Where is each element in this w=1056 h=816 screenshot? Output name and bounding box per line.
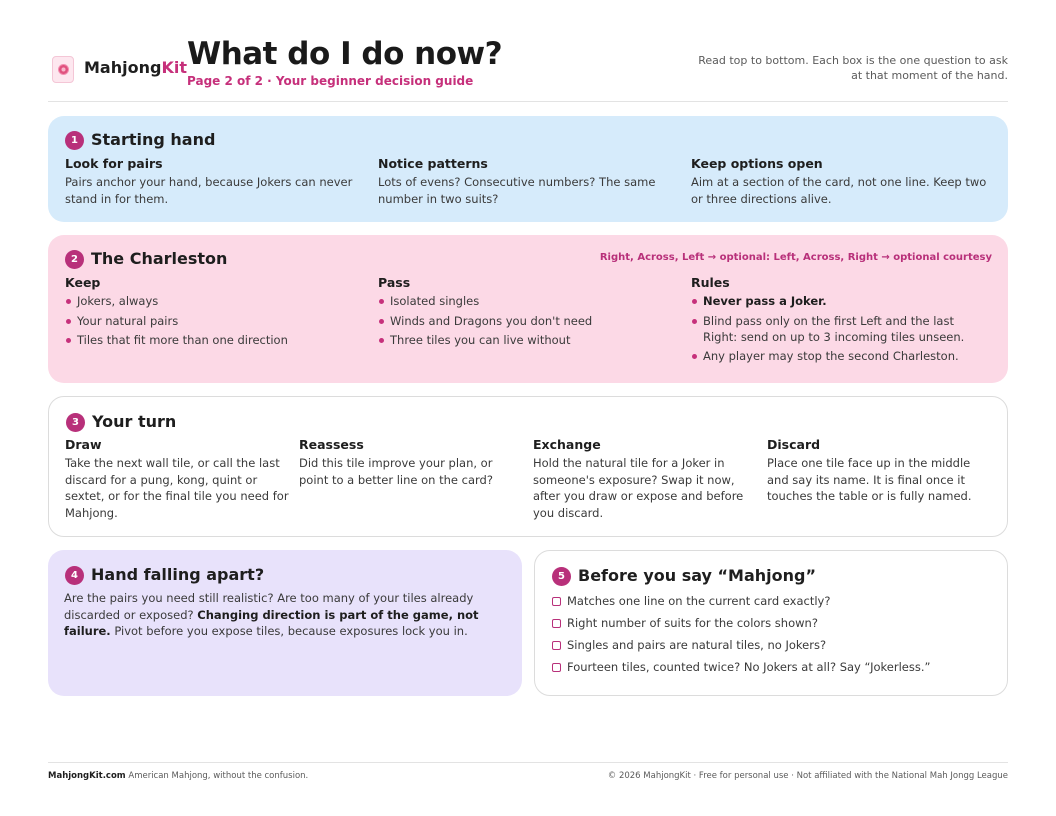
tip-column <box>691 156 991 207</box>
section-hand-falling-apart <box>48 550 522 696</box>
checklist-item: Matches one line on the current card exactly? <box>552 593 992 609</box>
checklist-item: Singles and pairs are natural tiles, no Jokers? <box>552 637 992 653</box>
checklist-item: Fourteen tiles, counted twice? No Jokers at all? Say “Jokerless.” <box>552 659 992 675</box>
step-number-badge: 1 <box>65 131 84 150</box>
tip-text: Aim at a section of the card, not one line. Keep two or three directions alive. <box>691 175 987 206</box>
keep-heading: Keep <box>65 275 101 290</box>
section-title: Starting hand <box>91 130 216 149</box>
section-title: The Charleston <box>91 249 228 268</box>
section-charleston <box>48 235 1008 383</box>
step-column <box>767 437 992 505</box>
rules-column <box>691 275 991 368</box>
tip-column <box>378 156 678 207</box>
step-heading: Exchange <box>533 437 601 452</box>
step-text: Hold the natural tile for a Joker in someone's exposure? Swap it now, after you draw or expose and before you discard. <box>533 456 744 520</box>
keep-column <box>65 275 365 352</box>
step-text: Did this tile improve your plan, or point to a better line on the card? <box>299 456 493 487</box>
tip-heading: Keep options open <box>691 156 823 171</box>
page-subtitle: Page 2 of 2 · Your beginner decision guide <box>187 74 474 88</box>
page-footer <box>48 762 1008 781</box>
rules-list <box>691 293 991 364</box>
step-number-badge: 5 <box>552 567 571 586</box>
checkbox-icon <box>552 641 561 650</box>
list-item: Any player may stop the second Charleston. <box>691 348 991 364</box>
list-item: Jokers, always <box>65 293 365 309</box>
keep-list <box>65 293 365 348</box>
section-text: Are the pairs you need still realistic? Are too many of your tiles already discarded or exposed? Changing direction is part of the game, not failure. Pivot before you expose tiles, because exposures lock you in. <box>64 591 479 638</box>
checklist <box>552 593 992 681</box>
brand-name: MahjongKit <box>84 58 187 77</box>
section-title: Hand falling apart? <box>91 565 265 584</box>
page-title: What do I do now? <box>187 36 503 72</box>
step-column <box>65 437 290 521</box>
checkbox-icon <box>552 597 561 606</box>
tip-column <box>65 156 365 207</box>
charleston-flow: Right, Across, Left → optional: Left, Across, Right → optional courtesy <box>599 252 992 263</box>
section-title: Before you say “Mahjong” <box>578 566 816 585</box>
step-heading: Discard <box>767 437 821 452</box>
mahjongkit-logo-icon <box>52 56 74 83</box>
page-header <box>48 36 1008 102</box>
footer-left: MahjongKit.com American Mahjong, without the confusion. <box>48 771 309 781</box>
list-item: Winds and Dragons you don't need <box>378 313 678 329</box>
list-item: Isolated singles <box>378 293 678 309</box>
step-text: Take the next wall tile, or call the last discard for a pung, kong, quint or sextet, or for the final tile you need for Mahjong. <box>65 456 289 520</box>
step-column <box>533 437 751 521</box>
step-heading: Reassess <box>299 437 364 452</box>
checkbox-icon <box>552 619 561 628</box>
list-item: Tiles that fit more than one direction <box>65 332 365 348</box>
tip-heading: Look for pairs <box>65 156 163 171</box>
section-title: Your turn <box>92 412 177 431</box>
tip-text: Lots of evens? Consecutive numbers? The same number in two suits? <box>378 175 656 206</box>
list-item: Blind pass only on the first Left and the last Right: send on up to 3 incoming tiles unseen. <box>691 313 991 345</box>
step-heading: Draw <box>65 437 102 452</box>
list-item: Your natural pairs <box>65 313 365 329</box>
footer-right: © 2026 MahjongKit · Free for personal use · Not affiliated with the National Mah Jongg League <box>607 771 1008 781</box>
tip-text: Pairs anchor your hand, because Jokers can never stand in for them. <box>65 175 353 206</box>
step-column <box>299 437 524 488</box>
section-your-turn <box>48 396 1008 537</box>
section-before-mahjong <box>534 550 1008 696</box>
step-text: Place one tile face up in the middle and say its name. It is final once it touches the table or is fully named. <box>767 456 972 503</box>
checkbox-icon <box>552 663 561 672</box>
header-note: Read top to bottom. Each box is the one question to ask at that moment of the hand. <box>698 54 1008 82</box>
step-number-badge: 3 <box>66 413 85 432</box>
rules-heading: Rules <box>691 275 730 290</box>
step-number-badge: 4 <box>65 566 84 585</box>
section-starting-hand <box>48 116 1008 222</box>
pass-heading: Pass <box>378 275 411 290</box>
checklist-item: Right number of suits for the colors shown? <box>552 615 992 631</box>
pass-column <box>378 275 678 352</box>
step-number-badge: 2 <box>65 250 84 269</box>
list-item: Three tiles you can live without <box>378 332 678 348</box>
tip-heading: Notice patterns <box>378 156 488 171</box>
pass-list <box>378 293 678 348</box>
list-item: Never pass a Joker. <box>691 293 991 309</box>
